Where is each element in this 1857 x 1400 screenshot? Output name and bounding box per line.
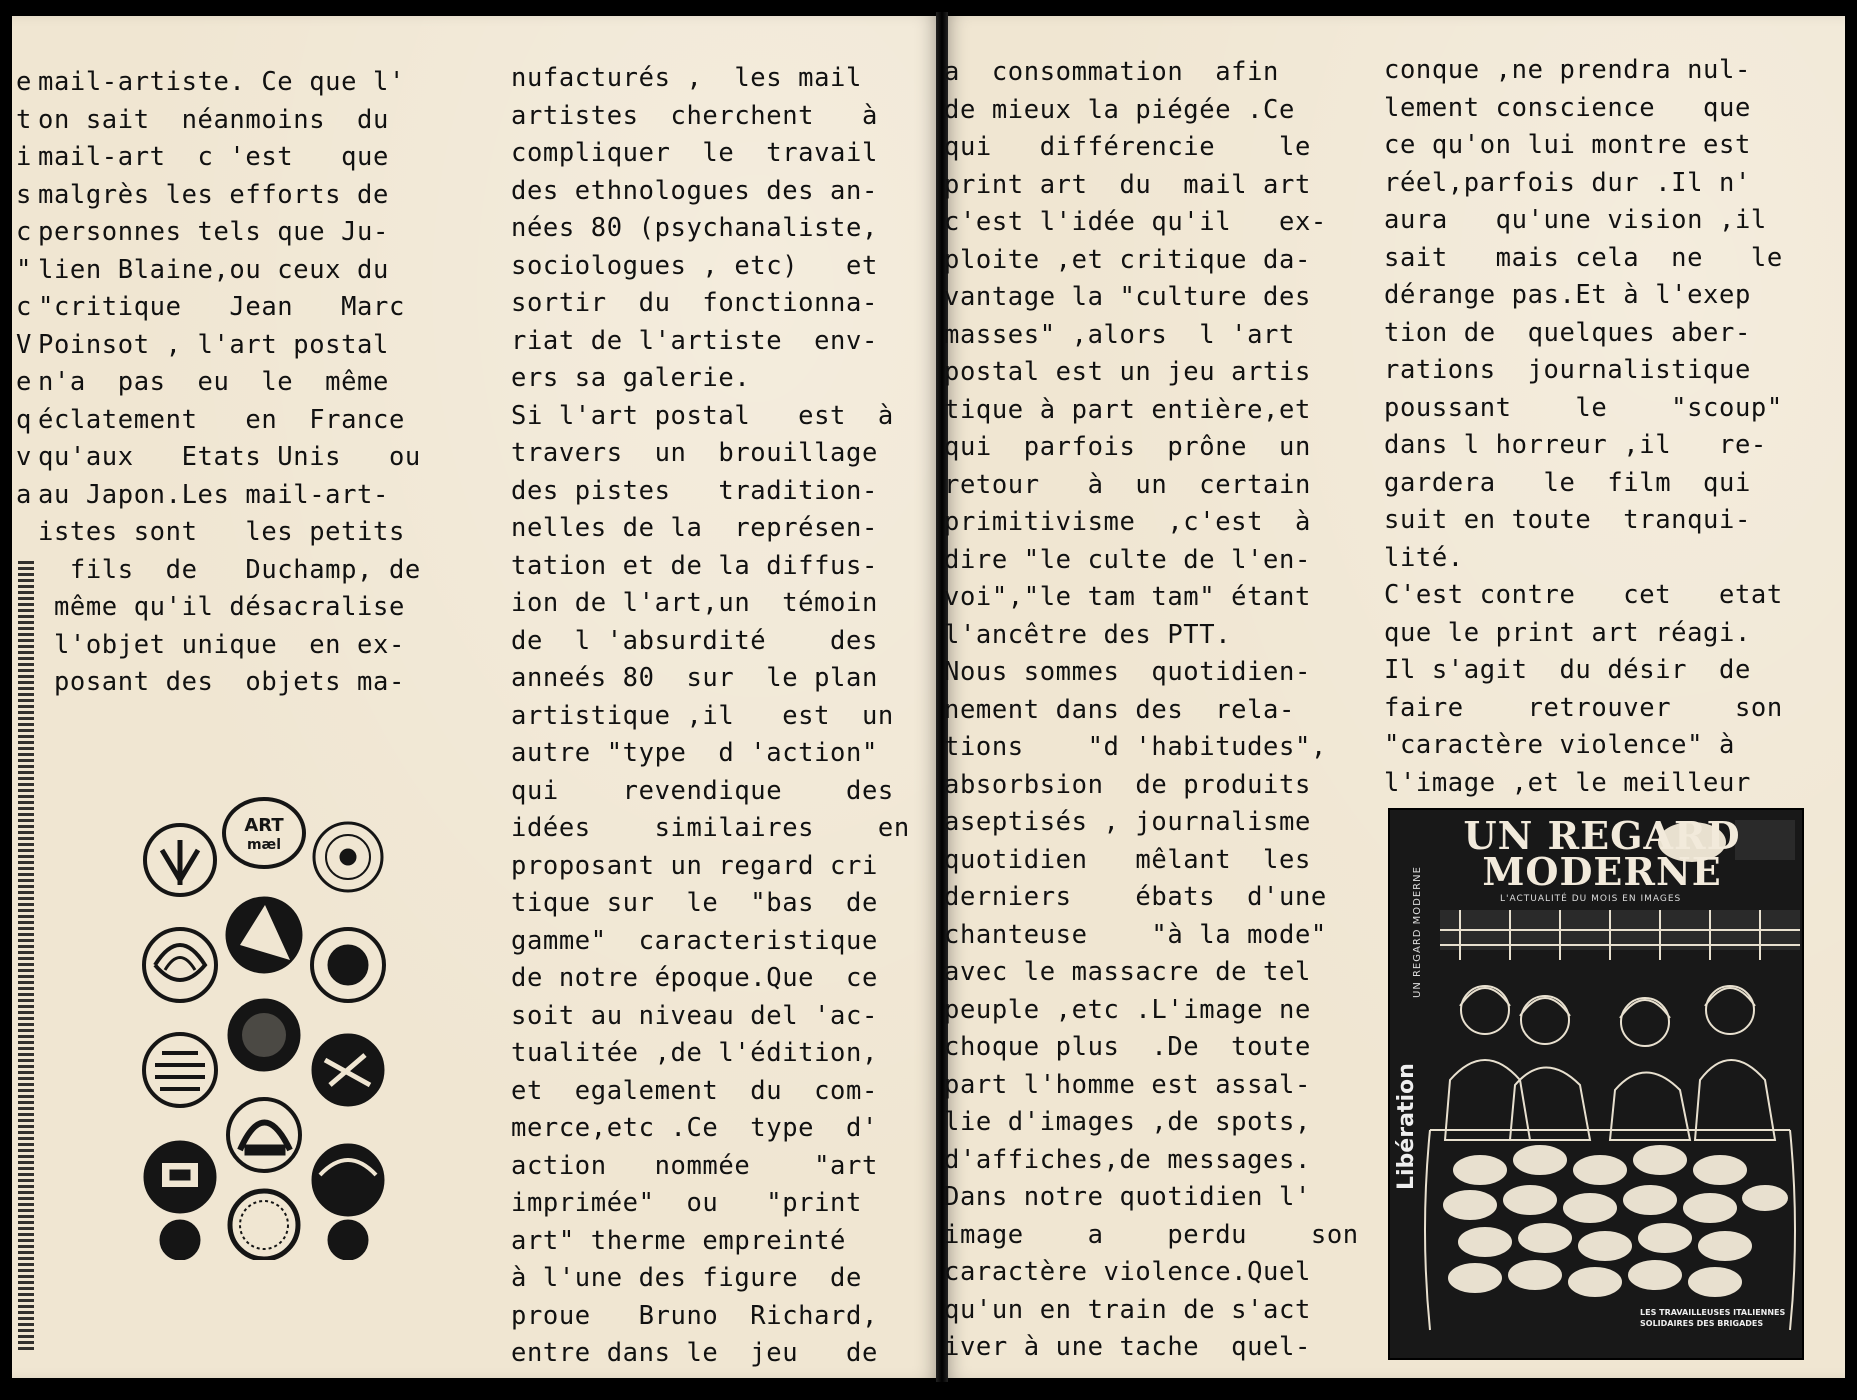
magazine-cover-image [1388, 808, 1804, 1360]
stamps-collage [140, 795, 388, 1260]
stamp-artmail-logo [224, 799, 304, 867]
text-column-1: mail-artiste. Ce que l' on sait néanmoins du mail-art c 'est que malgrès les efforts de personnes tels que Ju- lien Blaine,ou ceux du "critique Jean Marc Poinsot , l'art postal n'a pas eu le même éclatement en France qu'aux Etats Unis ou au Japon.Les mail-art- istes sont les petits fils de Duchamp, de même qu'il désacralise l'objet unique en ex- posant des objets ma- [38, 67, 421, 697]
magazine-subtitle: L'ACTUALITÉ DU MOIS EN IMAGES [1500, 894, 1682, 904]
text-column-3: a consommation afin de mieux la piégée .Ce qui différencie le print art du mail art c'est l'idée qu'il ex- ploite ,et critique da- vantage la "culture des masses" ,alors l 'art postal est un jeu artis tique à part entière,et qui parfois prône un retour à un certain primitivisme ,c'est à dire "le culte de l'en- voi","le tam tam" étant l'ancêtre des PTT. Nous sommes quotidien- nement dans des rela- tions "d 'habitudes", absorbsion de produits aseptisés , journalisme quotidien mêlant les derniers ébats d'une chanteuse "à la mode" avec le massacre de tel peuple ,etc .L'image ne choque plus .De toute part l'homme est assal- lie d'images ,de spots, d'affiches,de messages. Dans notre quotidien l' image a perdu son caractère violence.Quel qu'un en train de s'act iver à une tache quel- [944, 57, 1359, 1362]
svg-text:ART: ART [244, 815, 284, 836]
magazine-title: UN REGARD MODERNE [1463, 813, 1741, 894]
left-edge-bleed [18, 560, 34, 1350]
magazine-side-text: UN REGARD MODERNE [1412, 866, 1423, 998]
left-edge-letters: e t i s c " c V e q v a [16, 67, 32, 510]
mail-art-stamps-image [140, 795, 388, 1260]
text-column-4: conque ,ne prendra nul- lement conscience que ce qu'on lui montre est réel,parfois dur .Il n' aura qu'une vision ,il sait mais cela ne le dérange pas.Et à l'exep tion de quelques aber- rations journalistique poussant le "scoup" dans l horreur ,il re- gardera le film qui suit en toute tranqui- lité. C'est contre cet etat que le print art réagi. Il s'agit du désir de faire retrouver son "caractère violence" à l'image ,et le meilleur [1384, 55, 1783, 798]
text-column-2: nufacturés , les mail artistes cherchent à compliquer le travail des ethnologues des an- nées 80 (psychanaliste, sociologues , etc) et sortir du fonctionna- riat de l'artiste env- ers sa galerie. Si l'art postal est à travers un brouillage des pistes tradition- nelles de la représen- tation et de la diffus- ion de l'art,un témoin de l 'absurdité des anneés 80 sur le plan artistique ,il est un autre "type d 'action" qui revendique des idées similaires en proposant un regard cri tique sur le "bas de gamme" caracteristique de notre époque.Que ce soit au niveau del 'ac- tualitée ,de l'édition, et egalement du com- merce,etc .Ce type d' action nommée "art imprimée" ou "print art" therme empreinté à l'une des figure de proue Bruno Richard, entre dans le jeu de [511, 63, 910, 1368]
svg-text:mæl: mæl [246, 837, 282, 853]
magazine-caption: LES TRAVAILLEUSES ITALIENNES SOLIDAIRES DES BRIGADES [1640, 1308, 1786, 1328]
magazine-side-logo: Libération [1394, 1063, 1419, 1190]
